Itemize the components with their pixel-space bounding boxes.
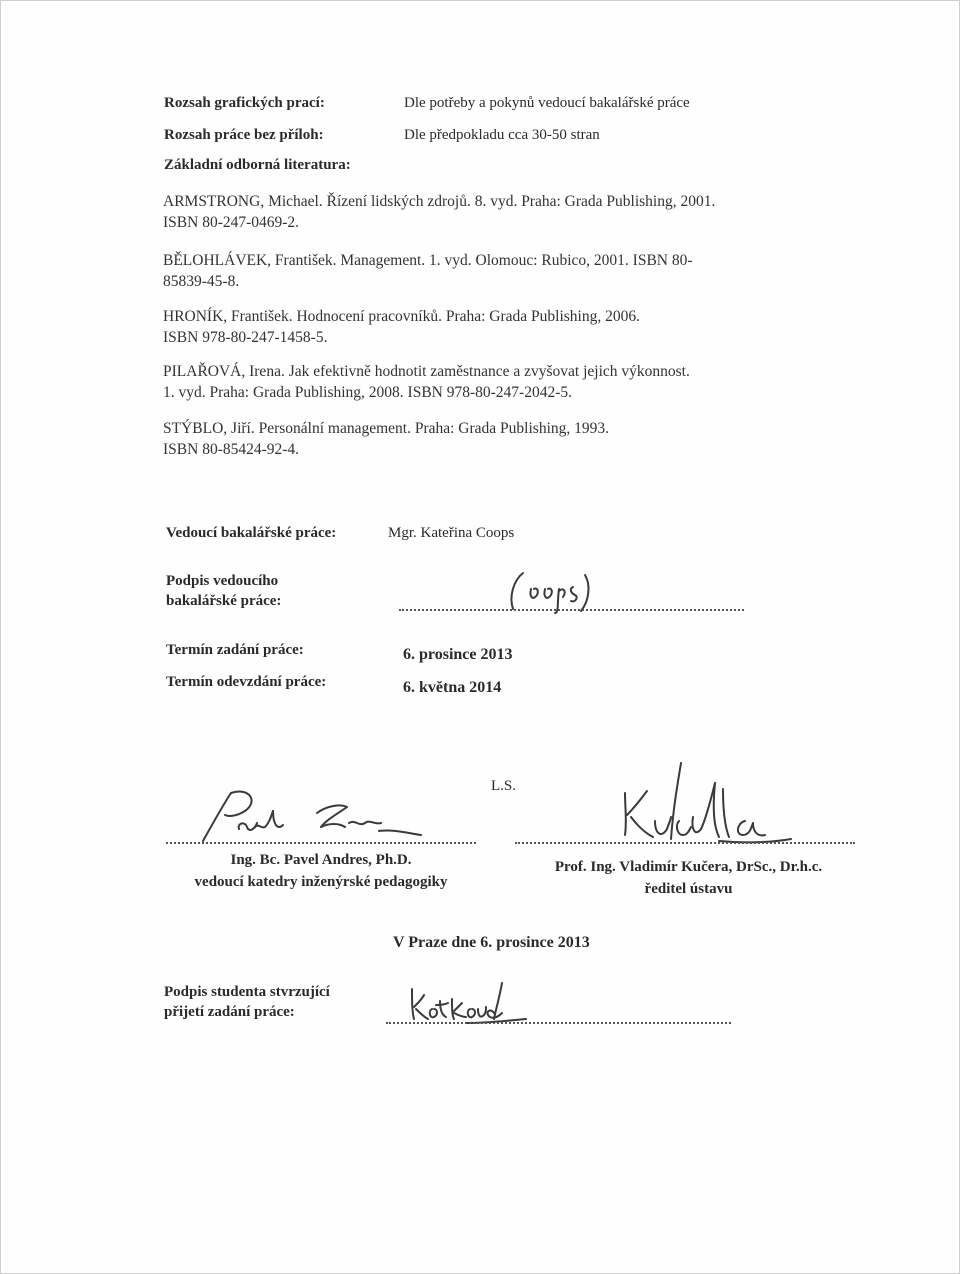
- director-name: Prof. Ing. Vladimír Kučera, DrSc., Dr.h.c.: [554, 859, 823, 875]
- ls-mark: L.S.: [491, 778, 517, 794]
- submission-date-value: 6. května 2014: [403, 679, 502, 696]
- reference-line: 85839-45-8.: [163, 273, 240, 290]
- supervisor-signature: [501, 567, 611, 615]
- reference-line: ARMSTRONG, Michael. Řízení lidských zdrojů. 8. vyd. Praha: Grada Publishing, 2001.: [163, 193, 716, 210]
- reference-item: [163, 191, 715, 233]
- assignment-date-label: Termín zadání práce:: [166, 642, 304, 658]
- reference-item: [163, 418, 609, 460]
- reference-item: [163, 306, 640, 348]
- student-signature: [406, 979, 536, 1025]
- supervisor-signature-label-line2: bakalářské práce:: [166, 593, 282, 609]
- assignment-date-value: 6. prosince 2013: [403, 646, 513, 663]
- reference-item: [163, 250, 693, 292]
- reference-line: ISBN 80-247-0469-2.: [163, 214, 300, 231]
- head-of-department-role: vedoucí katedry inženýrské pedagogiky: [194, 874, 448, 890]
- literature-label: Základní odborná literatura:: [164, 157, 351, 173]
- supervisor-label: Vedoucí bakalářské práce:: [166, 525, 337, 541]
- student-signature-label: [164, 982, 330, 1022]
- supervisor-signature-line: [399, 609, 744, 611]
- reference-line: ISBN 978-80-247-1458-5.: [163, 329, 328, 346]
- head-of-department-name: Ing. Bc. Pavel Andres, Ph.D.: [230, 852, 412, 868]
- student-signature-line: [386, 1022, 731, 1024]
- reference-line: ISBN 80-85424-92-4.: [163, 441, 300, 458]
- reference-line: STÝBLO, Jiří. Personální management. Praha: Grada Publishing, 1993.: [163, 420, 609, 437]
- place-and-date: V Praze dne 6. prosince 2013: [393, 934, 590, 951]
- supervisor-name: Mgr. Kateřina Coops: [388, 525, 515, 541]
- reference-item: [163, 361, 690, 403]
- student-signature-label-line2: přijetí zadání práce:: [164, 1004, 295, 1020]
- reference-line: BĚLOHLÁVEK, František. Management. 1. vyd. Olomouc: Rubico, 2001. ISBN 80-: [163, 252, 693, 269]
- supervisor-signature-label-line1: Podpis vedoucího: [166, 573, 279, 589]
- student-signature-label-line1: Podpis studenta stvrzující: [164, 984, 330, 1000]
- head-of-department-signature-line: [166, 842, 476, 844]
- director-signature-line: [515, 842, 855, 844]
- head-of-department-signature: [189, 783, 429, 849]
- reference-line: PILAŘOVÁ, Irena. Jak efektivně hodnotit zaměstnance a zvyšovat jejich výkonnost.: [163, 363, 690, 380]
- reference-line: HRONÍK, František. Hodnocení pracovníků. Praha: Grada Publishing, 2006.: [163, 308, 640, 325]
- text-scope-value: Dle předpokladu cca 30-50 stran: [404, 127, 600, 143]
- graphic-scope-value: Dle potřeby a pokynů vedoucí bakalářské práce: [404, 95, 690, 111]
- director-signature: [619, 759, 799, 849]
- reference-line: 1. vyd. Praha: Grada Publishing, 2008. ISBN 978-80-247-2042-5.: [163, 384, 572, 401]
- director-role: ředitel ústavu: [644, 881, 733, 897]
- submission-date-label: Termín odevzdání práce:: [166, 674, 327, 690]
- text-scope-label: Rozsah práce bez příloh:: [164, 127, 324, 143]
- graphic-scope-label: Rozsah grafických prací:: [164, 95, 325, 111]
- supervisor-signature-label: [166, 571, 281, 611]
